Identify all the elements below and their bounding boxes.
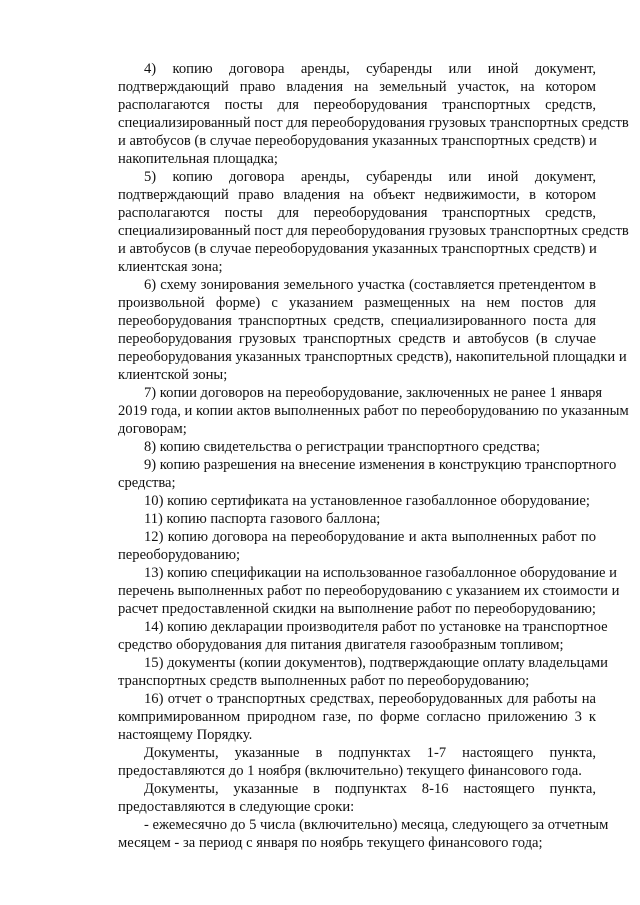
text-line: располагаются посты для переоборудования транспортных средств, xyxy=(118,205,596,221)
text-line: договорам; xyxy=(118,421,187,437)
text-line: компримированном природном газе, по форме согласно приложению 3 к xyxy=(118,709,596,725)
paragraph-item-7 xyxy=(118,384,629,438)
text-line: 5) копию договора аренды, субаренды или иной документ, xyxy=(144,169,596,185)
text-line: располагаются посты для переоборудования транспортных средств, xyxy=(118,97,596,113)
text-line: специализированный пост для переоборудования грузовых транспортных средств xyxy=(118,115,629,131)
text-line: 4) копию договора аренды, субаренды или иной документ, xyxy=(144,61,596,77)
text-line: 15) документы (копии документов), подтверждающие оплату владельцами xyxy=(144,655,608,671)
text-line: переоборудования транспортных средств, специализированного поста для xyxy=(118,313,596,329)
paragraph-item-9 xyxy=(118,456,617,492)
text-line: и автобусов (в случае переоборудования указанных транспортных средств) и xyxy=(118,241,597,257)
text-line: - ежемесячно до 5 числа (включительно) месяца, следующего за отчетным xyxy=(144,817,609,833)
text-line: переоборудования грузовых транспортных средств и автобусов (в случае xyxy=(118,331,596,347)
text-line: 12) копию договора на переоборудование и акта выполненных работ по xyxy=(144,529,596,545)
text-line: перечень выполненных работ по переоборудованию с указанием их стоимости и xyxy=(118,583,620,599)
paragraph-item-11 xyxy=(118,510,596,528)
text-line: 14) копию декларации производителя работ по установке на транспортное xyxy=(144,619,608,635)
text-line: 2019 года, и копии актов выполненных работ по переоборудованию по указанным xyxy=(118,403,629,419)
text-line: транспортных средств выполненных работ по переоборудованию; xyxy=(118,673,530,689)
text-line: подтверждающий право владения на объект недвижимости, в котором xyxy=(118,187,596,203)
text-line: 9) копию разрешения на внесение изменения в конструкцию транспортного xyxy=(144,457,617,473)
text-line: 10) копию сертификата на установленное газобаллонное оборудование; xyxy=(144,493,590,509)
paragraph-monthly xyxy=(118,816,609,852)
paragraph-item-14 xyxy=(118,618,608,654)
text-line: накопительная площадка; xyxy=(118,151,278,167)
text-line: переоборудованию; xyxy=(118,547,241,563)
paragraph-item-12 xyxy=(118,528,596,564)
paragraph-docs-8-16 xyxy=(118,780,596,816)
text-line: предоставляются до 1 ноября (включительно) текущего финансового года. xyxy=(118,763,582,779)
paragraph-item-5 xyxy=(118,168,629,276)
text-line: расчет предоставленной скидки на выполнение работ по переоборудованию; xyxy=(118,601,596,617)
text-line: 6) схему зонирования земельного участка (составляется претендентом в xyxy=(144,277,596,293)
paragraph-docs-1-7 xyxy=(118,744,596,780)
paragraph-item-6 xyxy=(118,276,627,384)
text-line: переоборудования указанных транспортных средств), накопительной площадки и xyxy=(118,349,627,365)
text-line: средства; xyxy=(118,475,176,491)
paragraph-item-8 xyxy=(118,438,596,456)
text-line: 8) копию свидетельства о регистрации транспортного средства; xyxy=(144,439,541,455)
text-line: Документы, указанные в подпунктах 8-16 настоящего пункта, xyxy=(144,781,596,797)
paragraph-item-4 xyxy=(118,60,629,168)
text-line: средство оборудования для питания двигателя газообразным топливом; xyxy=(118,637,564,653)
text-line: Документы, указанные в подпунктах 1-7 настоящего пункта, xyxy=(144,745,596,761)
text-line: предоставляются в следующие сроки: xyxy=(118,799,355,815)
text-line: произвольной форме) с указанием размещенных на нем постов для xyxy=(118,295,596,311)
text-line: клиентской зоны; xyxy=(118,367,228,383)
text-line: настоящему Порядку. xyxy=(118,727,253,743)
text-line: специализированный пост для переоборудования грузовых транспортных средств xyxy=(118,223,629,239)
text-line: и автобусов (в случае переоборудования указанных транспортных средств) и xyxy=(118,133,597,149)
paragraph-item-16 xyxy=(118,690,596,744)
text-line: месяцем - за период с января по ноябрь текущего финансового года; xyxy=(118,835,543,851)
text-line: клиентская зона; xyxy=(118,259,223,275)
text-line: 13) копию спецификации на использованное газобаллонное оборудование и xyxy=(144,565,617,581)
paragraph-item-10 xyxy=(118,492,596,510)
text-line: 16) отчет о транспортных средствах, переоборудованных для работы на xyxy=(144,691,596,707)
paragraph-item-15 xyxy=(118,654,608,690)
text-line: 7) копии договоров на переоборудование, заключенных не ранее 1 января xyxy=(144,385,603,401)
text-line: подтверждающий право владения на земельный участок, на котором xyxy=(118,79,596,95)
document-page xyxy=(118,60,629,852)
paragraph-item-13 xyxy=(118,564,620,618)
text-line: 11) копию паспорта газового баллона; xyxy=(144,511,381,527)
